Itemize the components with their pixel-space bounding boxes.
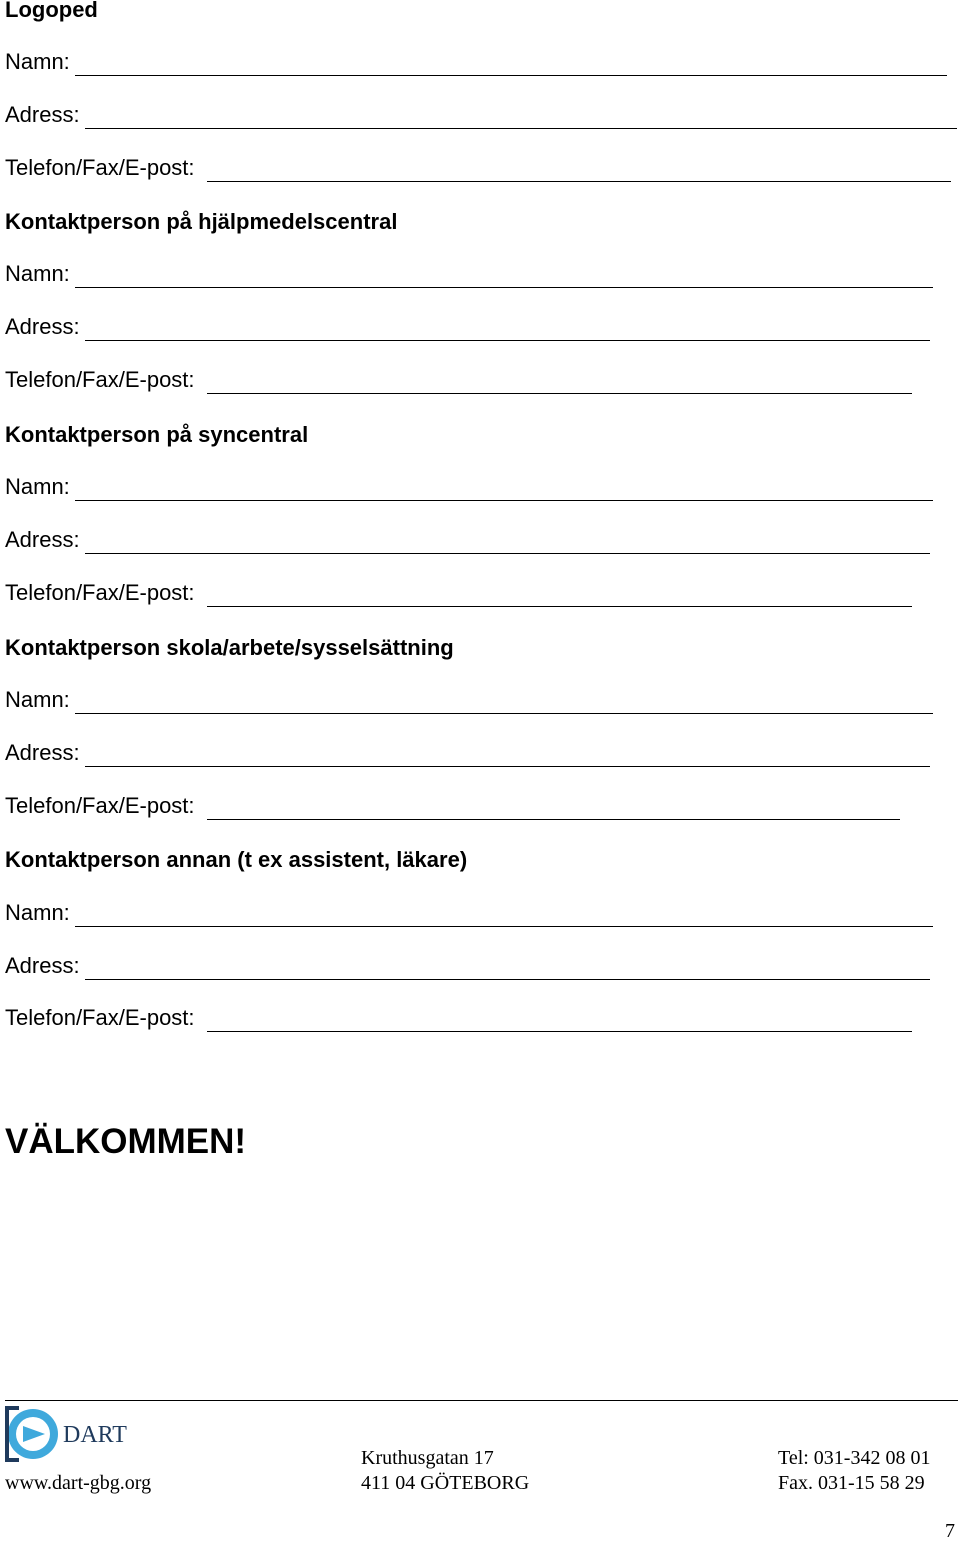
contact-field[interactable] [5,156,951,182]
address-label: Adress: [5,953,80,978]
name-field[interactable] [5,50,947,76]
name-field[interactable] [5,262,933,288]
page-number: 7 [945,1520,955,1542]
contact-label: Telefon/Fax/E-post: [5,793,195,818]
name-label: Namn: [5,474,70,499]
contact-field[interactable] [5,581,912,607]
contact-label: Telefon/Fax/E-post: [5,1005,195,1030]
contact-line [207,1031,912,1032]
address-line [85,128,957,129]
address-label: Adress: [5,102,80,127]
address-label: Adress: [5,740,80,765]
section-title-skola-arbete: Kontaktperson skola/arbete/sysselsättning [5,635,454,660]
contact-label: Telefon/Fax/E-post: [5,367,195,392]
name-line [75,713,933,714]
address-field[interactable] [5,528,930,554]
contact-line [207,606,912,607]
name-line [75,75,947,76]
address-label: Adress: [5,527,80,552]
contact-label: Telefon/Fax/E-post: [5,580,195,605]
footer-fax: Fax. 031-15 58 29 [778,1472,925,1494]
name-label: Namn: [5,900,70,925]
section-title-hjalpmedelscentral: Kontaktperson på hjälpmedelscentral [5,209,398,234]
welcome-heading: VÄLKOMMEN! [5,1122,247,1161]
dart-logo [5,1404,135,1464]
name-label: Namn: [5,49,70,74]
address-line [85,766,930,767]
name-line [75,287,933,288]
dart-logo-icon [5,1404,135,1464]
name-field[interactable] [5,475,933,501]
logo-text: DART [63,1422,127,1448]
address-line [85,979,930,980]
address-label: Adress: [5,314,80,339]
footer-tel: Tel: 031-342 08 01 [778,1447,931,1469]
name-label: Namn: [5,687,70,712]
footer-postal: 411 04 GÖTEBORG [361,1472,530,1494]
section-title-syncentral: Kontaktperson på syncentral [5,422,309,447]
contact-field[interactable] [5,794,900,820]
section-title-annan: Kontaktperson annan (t ex assistent, läkare) [5,847,468,872]
footer-website[interactable]: www.dart-gbg.org [5,1472,152,1494]
name-line [75,500,933,501]
footer-street: Kruthusgatan 17 [361,1447,494,1469]
section-title-logoped: Logoped [5,0,98,22]
contact-line [207,819,900,820]
contact-field[interactable] [5,368,912,394]
address-field[interactable] [5,103,957,129]
name-field[interactable] [5,688,933,714]
name-field[interactable] [5,901,933,927]
contact-line [207,393,912,394]
name-line [75,926,933,927]
contact-line [207,181,951,182]
contact-label: Telefon/Fax/E-post: [5,155,195,180]
address-field[interactable] [5,954,930,980]
contact-field[interactable] [5,1006,912,1032]
footer-divider [5,1400,958,1401]
address-line [85,340,930,341]
address-field[interactable] [5,741,930,767]
address-line [85,553,930,554]
name-label: Namn: [5,261,70,286]
address-field[interactable] [5,315,930,341]
